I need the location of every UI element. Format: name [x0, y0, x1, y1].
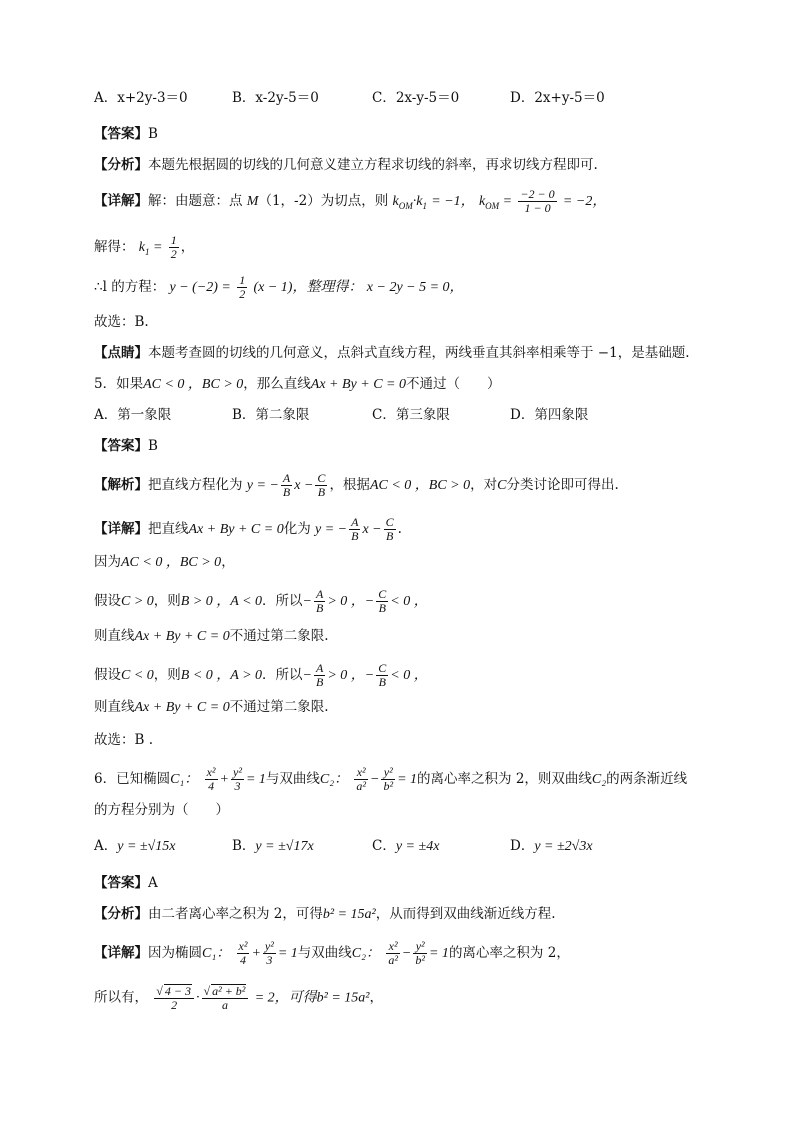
k-om: $k_{OM}\cdot k_1$ [392, 194, 427, 211]
q6-answer: 【答案】A [94, 875, 158, 891]
q6-option-b: B．y = ±√17x [232, 838, 314, 854]
q5-case2: 假设C < 0，则B < 0 ，A > 0．所以− $\frac{A}{B}$ > 0 ，− $\frac{C}{B}$ < 0 ， [94, 661, 428, 689]
xiangjie-label: 【详解】 [94, 193, 148, 209]
q6-option-d: D．y = ±2√3x [510, 838, 593, 854]
answer-value: B [148, 126, 158, 142]
line-fraction: $\frac{1}{2}$ [239, 273, 246, 301]
q5-option-c: C．第三象限 [372, 407, 450, 423]
k-om-2: $k_{OM}$ = [478, 194, 513, 211]
q6-stem-1: 6．已知椭圆C₁： $\frac{\text{x²}}{4}$ + $\frac{\text{y²}}{3}$ = 1与双曲线C₂： $\frac{\text{x²}}{\text{a²}}$ − $\frac{\text{y²}}{\text{b²}}$ = 1的离心率之积为 2，则双曲线C₂的两条渐近线 [94, 765, 688, 793]
q4-option-d: D．2x+y-5＝0 [510, 90, 605, 106]
line-final: x − 2y − 5 = 0， [366, 280, 464, 295]
answer-label: 【答案】 [94, 126, 148, 142]
q4-answer [94, 124, 158, 144]
q5-answer: 【答案】B [94, 438, 158, 454]
dianjing-label: 【点睛】 [94, 345, 148, 361]
line-eq-left: y − (−2) = [169, 280, 231, 295]
q5-jiexi: 【解析】把直线方程化为 y = − $\frac{A}{B}$ x − $\frac{C}{B}$ ，根据AC < 0 ，BC > 0，对C分类讨论即可得出. [94, 471, 619, 499]
line-eq-right: (x − 1)，整理得： [253, 280, 363, 295]
q5-option-b: B．第二象限 [232, 407, 310, 423]
eq1: = −1， [431, 194, 475, 209]
slope-fraction: $\frac{-2 - 0}{1 - 0}$ [520, 187, 555, 215]
q6-option-a: A．y = ±√15x [94, 838, 176, 854]
fenxi-label: 【分析】 [94, 157, 148, 173]
xiangjie-text: 解：由题意：点 [148, 193, 243, 209]
q5-case1: 假设C > 0，则B > 0 ，A < 0．所以− $\frac{A}{B}$ > 0 ，− $\frac{C}{B}$ < 0 ， [94, 587, 428, 615]
q4-option-a: A．x+2y-3＝0 [94, 90, 188, 106]
q5-xiangjie: 【详解】把直线Ax + By + C = 0化为 y = − $\frac{A}{B}$ x − $\frac{C}{B}$ . [94, 515, 402, 543]
q4-option-c: C．2x-y-5＝0 [372, 90, 460, 106]
q4-fenxi [94, 155, 598, 175]
k1-expr: $k_1$ = [138, 240, 163, 257]
q6-fenxi: 【分析】由二者离心率之积为 2，可得b² = 15a²，从而得到双曲线渐近线方程. [94, 906, 556, 922]
solve-prefix: 解得： [94, 239, 135, 255]
q5-option-d: D．第四象限 [510, 407, 589, 423]
q5-case1-conclusion: 则直线Ax + By + C = 0不通过第二象限. [94, 628, 329, 644]
q5-case2-conclusion: 则直线Ax + By + C = 0不通过第二象限. [94, 699, 329, 715]
q4-line-eq [94, 274, 464, 301]
q4-dianjing [94, 343, 689, 363]
eq2: = −2， [562, 194, 607, 209]
q4-xiangjie [94, 188, 606, 216]
q4-option-b: B．x-2y-5＝0 [232, 90, 319, 106]
q5-option-a: A．第一象限 [94, 407, 172, 423]
point-coords: （1，-2）为切点，则 [258, 193, 389, 209]
dianjing-text: 本题考查圆的切线的几何意义，点斜式直线方程，两线垂直其斜率相乘等于 −1，是基础题. [148, 345, 690, 361]
k1-fraction: $\frac{1}{2}$ [170, 233, 177, 261]
q6-stem-2: 的方程分别为（ ） [94, 802, 229, 818]
q4-choose: 故选：B. [94, 314, 149, 330]
q6-option-c: C．y = ±4x [372, 838, 440, 854]
q6-xiangjie: 【详解】因为椭圆C₁： $\frac{\text{x²}}{4}$ + $\frac{\text{y²}}{3}$ = 1与双曲线C₂： $\frac{\text{x²}}{\text{a²}}$ − $\frac{\text{y²}}{\text{b²}}$ = 1的离心率之积为 2， [94, 939, 570, 967]
q6-so-have: 所以有， $\frac{√ 4 - 3}{2}$ · $\frac{\text{√ a² + b²}}{a}$ = 2，可得b² = 15a²， [94, 984, 383, 1012]
q5-because: 因为AC < 0 ，BC > 0， [94, 554, 235, 570]
fenxi-text: 本题先根据圆的切线的几何意义建立方程求切线的斜率，再求切线方程即可. [148, 157, 598, 173]
line-prefix: ∴l 的方程： [94, 279, 166, 295]
q4-solve: 解得： $k_1$ = $\frac{1}{2}$ ， [94, 233, 195, 261]
point-name: M [246, 194, 259, 209]
q5-choose: 故选：B . [94, 732, 154, 748]
q5-stem: 5．如果AC < 0 ，BC > 0，那么直线Ax + By + C = 0不通过（ ） [94, 376, 501, 392]
